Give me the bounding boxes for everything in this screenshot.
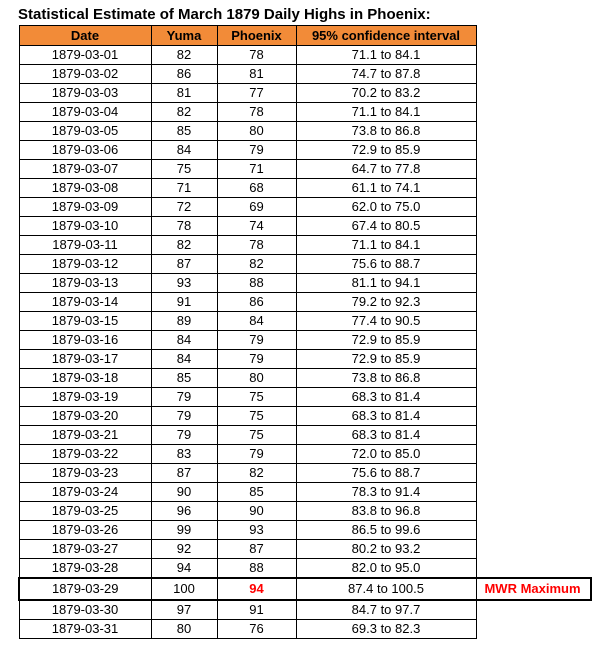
cell-date: 1879-03-09: [19, 198, 151, 217]
cell-date: 1879-03-25: [19, 502, 151, 521]
cell-phoenix: 79: [217, 445, 296, 464]
cell-yuma: 92: [151, 540, 217, 559]
table-row: [19, 255, 476, 274]
cell-yuma: 75: [151, 160, 217, 179]
cell-confidence-interval: 80.2 to 93.2: [296, 540, 476, 559]
cell-confidence-interval: 72.9 to 85.9: [296, 350, 476, 369]
cell-date: 1879-03-13: [19, 274, 151, 293]
cell-yuma: 82: [151, 103, 217, 122]
cell-yuma: 84: [151, 350, 217, 369]
table-row: [19, 426, 476, 445]
cell-yuma: 85: [151, 122, 217, 141]
cell-date: 1879-03-06: [19, 141, 151, 160]
cell-date: 1879-03-29: [19, 578, 151, 600]
cell-date: 1879-03-10: [19, 217, 151, 236]
cell-confidence-interval: 68.3 to 81.4: [296, 426, 476, 445]
cell-confidence-interval: 77.4 to 90.5: [296, 312, 476, 331]
cell-date: 1879-03-02: [19, 65, 151, 84]
cell-yuma: 71: [151, 179, 217, 198]
table-row: [19, 502, 476, 521]
table-row: [19, 521, 476, 540]
cell-date: 1879-03-04: [19, 103, 151, 122]
table-row: [19, 369, 476, 388]
cell-phoenix: 85: [217, 483, 296, 502]
cell-phoenix: 90: [217, 502, 296, 521]
cell-confidence-interval: 83.8 to 96.8: [296, 502, 476, 521]
cell-phoenix: 80: [217, 369, 296, 388]
cell-phoenix: 75: [217, 426, 296, 445]
cell-yuma: 87: [151, 464, 217, 483]
table-row: [19, 620, 476, 639]
cell-yuma: 87: [151, 255, 217, 274]
cell-yuma: 99: [151, 521, 217, 540]
cell-yuma: 93: [151, 274, 217, 293]
table-body: [19, 46, 476, 639]
cell-date: 1879-03-26: [19, 521, 151, 540]
cell-phoenix: 77: [217, 84, 296, 103]
cell-phoenix: 79: [217, 350, 296, 369]
cell-phoenix: 88: [217, 274, 296, 293]
cell-phoenix: 78: [217, 103, 296, 122]
table-title: Statistical Estimate of March 1879 Daily Highs in Phoenix:: [18, 6, 431, 23]
cell-yuma: 97: [151, 600, 217, 620]
table-row: [19, 179, 476, 198]
cell-confidence-interval: 71.1 to 84.1: [296, 236, 476, 255]
cell-yuma: 81: [151, 84, 217, 103]
cell-yuma: 85: [151, 369, 217, 388]
cell-yuma: 82: [151, 236, 217, 255]
cell-phoenix: 74: [217, 217, 296, 236]
cell-date: 1879-03-28: [19, 559, 151, 579]
cell-yuma: 78: [151, 217, 217, 236]
cell-phoenix: 81: [217, 65, 296, 84]
cell-phoenix: 71: [217, 160, 296, 179]
cell-yuma: 86: [151, 65, 217, 84]
cell-yuma: 79: [151, 388, 217, 407]
cell-confidence-interval: 73.8 to 86.8: [296, 122, 476, 141]
table-row: [19, 312, 476, 331]
table-row: [19, 293, 476, 312]
cell-confidence-interval: 67.4 to 80.5: [296, 217, 476, 236]
cell-yuma: 90: [151, 483, 217, 502]
cell-yuma: 82: [151, 46, 217, 65]
cell-confidence-interval: 78.3 to 91.4: [296, 483, 476, 502]
table-row: [19, 103, 476, 122]
cell-confidence-interval: 64.7 to 77.8: [296, 160, 476, 179]
table-row: [19, 122, 476, 141]
cell-date: 1879-03-12: [19, 255, 151, 274]
table-row: [19, 236, 476, 255]
table-row: [19, 217, 476, 236]
cell-confidence-interval: 75.6 to 88.7: [296, 464, 476, 483]
cell-phoenix: 78: [217, 46, 296, 65]
table-row: [19, 407, 476, 426]
table-row: [19, 65, 476, 84]
mwr-maximum-annotation: MWR Maximum: [475, 577, 592, 601]
cell-confidence-interval: 72.0 to 85.0: [296, 445, 476, 464]
table-row: [19, 84, 476, 103]
table-row: [19, 198, 476, 217]
cell-date: 1879-03-11: [19, 236, 151, 255]
cell-yuma: 96: [151, 502, 217, 521]
table-row: [19, 559, 476, 579]
cell-date: 1879-03-17: [19, 350, 151, 369]
cell-date: 1879-03-22: [19, 445, 151, 464]
table-row: [19, 578, 476, 600]
cell-phoenix: 68: [217, 179, 296, 198]
cell-date: 1879-03-19: [19, 388, 151, 407]
cell-confidence-interval: 70.2 to 83.2: [296, 84, 476, 103]
cell-confidence-interval: 79.2 to 92.3: [296, 293, 476, 312]
cell-yuma: 79: [151, 407, 217, 426]
cell-phoenix: 76: [217, 620, 296, 639]
cell-confidence-interval: 68.3 to 81.4: [296, 388, 476, 407]
table-row: [19, 388, 476, 407]
cell-date: 1879-03-07: [19, 160, 151, 179]
cell-confidence-interval: 72.9 to 85.9: [296, 331, 476, 350]
cell-date: 1879-03-14: [19, 293, 151, 312]
cell-yuma: 91: [151, 293, 217, 312]
cell-phoenix: 91: [217, 600, 296, 620]
cell-phoenix: 84: [217, 312, 296, 331]
cell-confidence-interval: 75.6 to 88.7: [296, 255, 476, 274]
cell-date: 1879-03-18: [19, 369, 151, 388]
cell-date: 1879-03-03: [19, 84, 151, 103]
cell-confidence-interval: 81.1 to 94.1: [296, 274, 476, 293]
cell-date: 1879-03-30: [19, 600, 151, 620]
cell-confidence-interval: 69.3 to 82.3: [296, 620, 476, 639]
cell-confidence-interval: 82.0 to 95.0: [296, 559, 476, 579]
cell-confidence-interval: 84.7 to 97.7: [296, 600, 476, 620]
cell-date: 1879-03-01: [19, 46, 151, 65]
cell-phoenix: 88: [217, 559, 296, 579]
cell-phoenix: 93: [217, 521, 296, 540]
cell-phoenix: 79: [217, 141, 296, 160]
cell-confidence-interval: 68.3 to 81.4: [296, 407, 476, 426]
cell-phoenix: 80: [217, 122, 296, 141]
cell-date: 1879-03-24: [19, 483, 151, 502]
cell-phoenix: 82: [217, 464, 296, 483]
cell-yuma: 84: [151, 141, 217, 160]
table-row: [19, 600, 476, 620]
cell-date: 1879-03-05: [19, 122, 151, 141]
cell-phoenix: 87: [217, 540, 296, 559]
cell-phoenix: 75: [217, 407, 296, 426]
table-row: [19, 464, 476, 483]
cell-yuma: 89: [151, 312, 217, 331]
cell-confidence-interval: 73.8 to 86.8: [296, 369, 476, 388]
cell-confidence-interval: 62.0 to 75.0: [296, 198, 476, 217]
cell-phoenix: 82: [217, 255, 296, 274]
cell-date: 1879-03-15: [19, 312, 151, 331]
header-phoenix: Phoenix: [217, 26, 296, 46]
cell-confidence-interval: 74.7 to 87.8: [296, 65, 476, 84]
cell-phoenix: 75: [217, 388, 296, 407]
cell-confidence-interval: 72.9 to 85.9: [296, 141, 476, 160]
cell-yuma: 83: [151, 445, 217, 464]
table-row: [19, 540, 476, 559]
cell-confidence-interval: 86.5 to 99.6: [296, 521, 476, 540]
cell-yuma: 79: [151, 426, 217, 445]
cell-date: 1879-03-20: [19, 407, 151, 426]
cell-confidence-interval: 61.1 to 74.1: [296, 179, 476, 198]
cell-yuma: 100: [151, 578, 217, 600]
cell-date: 1879-03-23: [19, 464, 151, 483]
table-row: [19, 350, 476, 369]
data-table: [18, 25, 477, 639]
cell-phoenix: 79: [217, 331, 296, 350]
cell-date: 1879-03-08: [19, 179, 151, 198]
cell-confidence-interval: 71.1 to 84.1: [296, 46, 476, 65]
header-row: [19, 26, 476, 46]
cell-confidence-interval: 87.4 to 100.5: [296, 578, 476, 600]
cell-phoenix: 78: [217, 236, 296, 255]
table-row: [19, 274, 476, 293]
header-yuma: Yuma: [151, 26, 217, 46]
cell-phoenix: 69: [217, 198, 296, 217]
cell-yuma: 94: [151, 559, 217, 579]
cell-date: 1879-03-31: [19, 620, 151, 639]
table-row: [19, 445, 476, 464]
cell-yuma: 84: [151, 331, 217, 350]
cell-phoenix: 94: [217, 578, 296, 600]
cell-date: 1879-03-16: [19, 331, 151, 350]
table-row: [19, 331, 476, 350]
cell-yuma: 80: [151, 620, 217, 639]
cell-yuma: 72: [151, 198, 217, 217]
cell-confidence-interval: 71.1 to 84.1: [296, 103, 476, 122]
header-confidence-interval: 95% confidence interval: [296, 26, 476, 46]
table-row: [19, 160, 476, 179]
table-row: [19, 46, 476, 65]
cell-phoenix: 86: [217, 293, 296, 312]
table-row: [19, 483, 476, 502]
cell-date: 1879-03-21: [19, 426, 151, 445]
cell-date: 1879-03-27: [19, 540, 151, 559]
table-row: [19, 141, 476, 160]
header-date: Date: [19, 26, 151, 46]
